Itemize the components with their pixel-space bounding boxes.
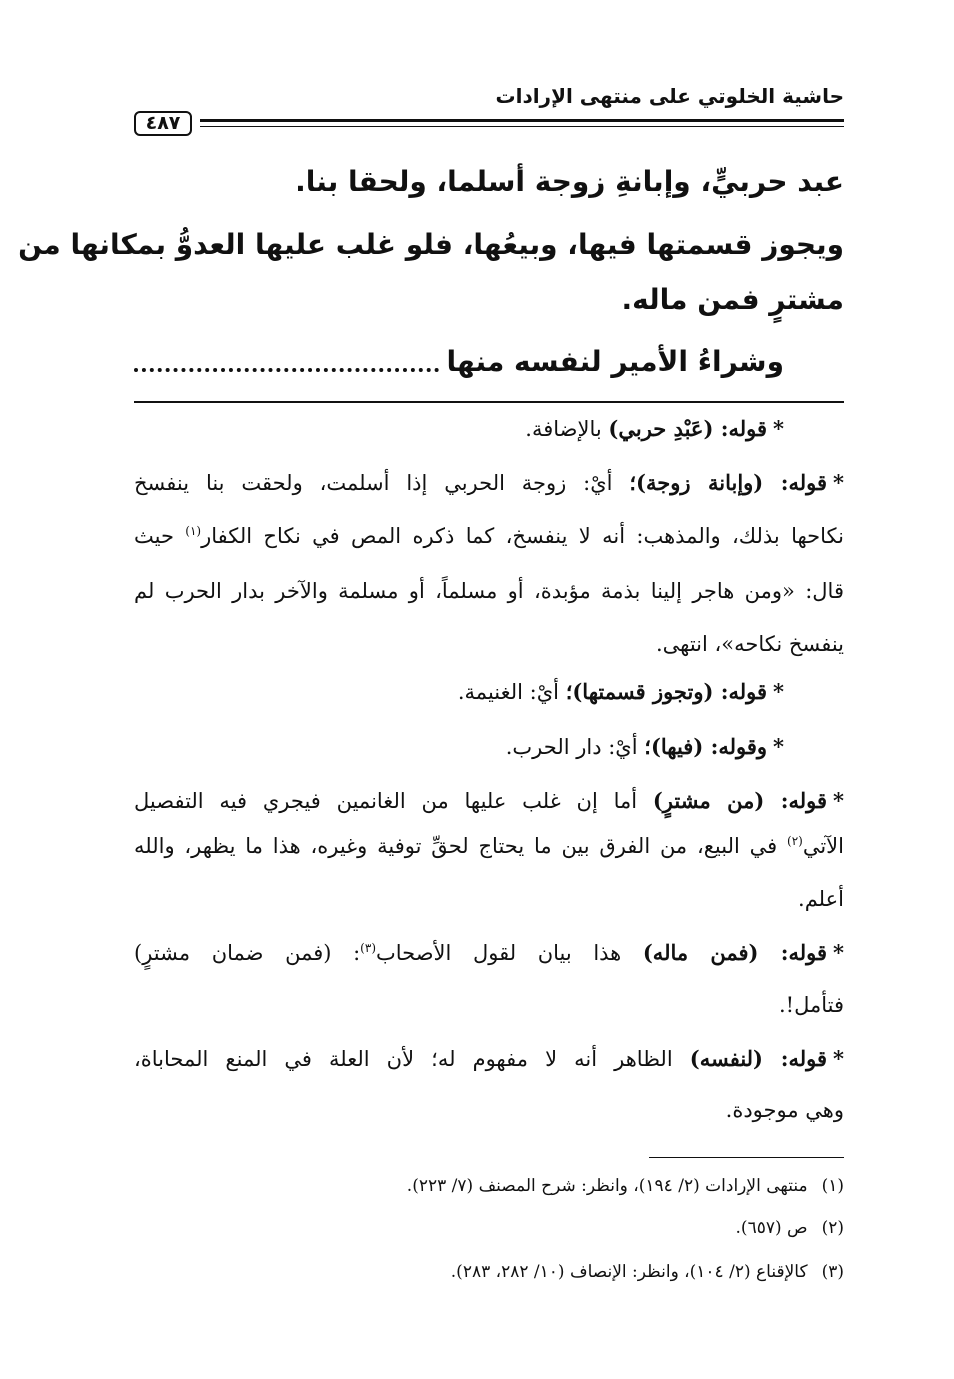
matn-line-2: ويجوز قسمتها فيها، وبيعُها، فلو غلب عليها العدوُّ بمكانها من xyxy=(18,228,844,261)
star-marker: * xyxy=(833,470,845,495)
star-marker: * xyxy=(833,1046,844,1071)
commentary-entry: *قوله: (عَبْدِ حربي) بالإضافة. xyxy=(525,416,784,441)
star-marker: * xyxy=(773,679,784,704)
footnote-marker: (٣) xyxy=(821,1262,844,1282)
commentary-entry: *قوله: (من مشترٍ) أما إن غلب عليها من الغانمين فيجري فيه التفصيل xyxy=(134,788,844,813)
commentary-line: وهي موجودة. xyxy=(725,1098,844,1122)
commentary-line: فتأمل!. xyxy=(778,993,844,1017)
page-number-badge: ٤٨٧ xyxy=(134,111,192,136)
matn-line-3: مشترٍ فمن ماله. xyxy=(621,283,844,316)
star-marker: * xyxy=(773,416,784,441)
matn-line-1: عبد حربيٍّ، وإبانةِ زوجة أسلما، ولحقا بنا. xyxy=(295,165,844,198)
commentary-line: قال: «ومن هاجر إلينا بذمة مؤبدة، أو مسلماً، أو مسلمة والآخر بدار الحرب لم xyxy=(134,579,844,603)
footnote-marker: (١) xyxy=(821,1176,844,1196)
footnote-2: (٢)ص (٦٥٧). xyxy=(735,1218,844,1238)
commentary-entry: *قوله: (فمن ماله) هذا بيان لقول الأصحاب$^{(٣)}$: (فمن ضمان مشترٍ) xyxy=(134,940,844,965)
matn-commentary-divider xyxy=(134,401,844,403)
footnote-ref[interactable]: (٣) xyxy=(360,941,376,955)
commentary-line: أعلم. xyxy=(798,887,844,911)
footnote-3: (٣)كالإقناع (٢/ ١٠٤)، وانظر: الإنصاف (١٠/ ٢٨٢، ٢٨٣). xyxy=(450,1262,844,1282)
matn-line-4-text: وشراءُ الأمير لنفسه منها xyxy=(446,344,784,378)
header-rule-thin xyxy=(200,126,844,127)
footnote-ref[interactable]: (٢) xyxy=(787,834,803,848)
header-rule-thick xyxy=(200,119,844,122)
commentary-entry: *قوله: (وإبانة زوجة)؛ أيْ: زوجة الحربي إذا أسلمت، ولحقت بنا ينفسخ xyxy=(134,470,845,495)
footnote-marker: (٢) xyxy=(821,1218,844,1238)
commentary-entry: *قوله: (وتجوز قسمتها)؛ أيْ: الغنيمة. xyxy=(457,679,784,704)
footnote-ref[interactable]: (١) xyxy=(185,524,202,538)
commentary-entry: *قوله: (لنفسه) الظاهر أنه لا مفهوم له؛ لأن العلة في المنع المحاباة، xyxy=(134,1046,844,1071)
star-marker: * xyxy=(833,788,844,813)
commentary-entry: *وقوله: (فيها)؛ أيْ: دار الحرب. xyxy=(505,734,784,759)
commentary-line: نكاحها بذلك، والمذهب: أنه لا ينفسخ، كما ذكره المص في نكاح الكفار$^{(١)}$ حيث xyxy=(134,524,844,548)
matn-line-4 xyxy=(134,341,784,381)
footnote-separator xyxy=(649,1157,844,1158)
commentary-line: ينفسخ نكاحه»، انتهى. xyxy=(655,632,844,656)
star-marker: * xyxy=(773,734,784,759)
dotted-leader xyxy=(134,368,439,372)
star-marker: * xyxy=(833,940,844,965)
footnote-1: (١)منتهى الإرادات (٢/ ١٩٤)، وانظر: شرح المصنف (٧/ ٢٢٣). xyxy=(406,1176,844,1196)
running-title: حاشية الخلوتي على منتهى الإرادات xyxy=(495,84,844,108)
commentary-line: الآتي$^{(٢)}$ في البيع، من الفرق بين ما يحتاج لحقِّ توفية وغيره، هذا ما يظهر، والله xyxy=(134,834,844,858)
